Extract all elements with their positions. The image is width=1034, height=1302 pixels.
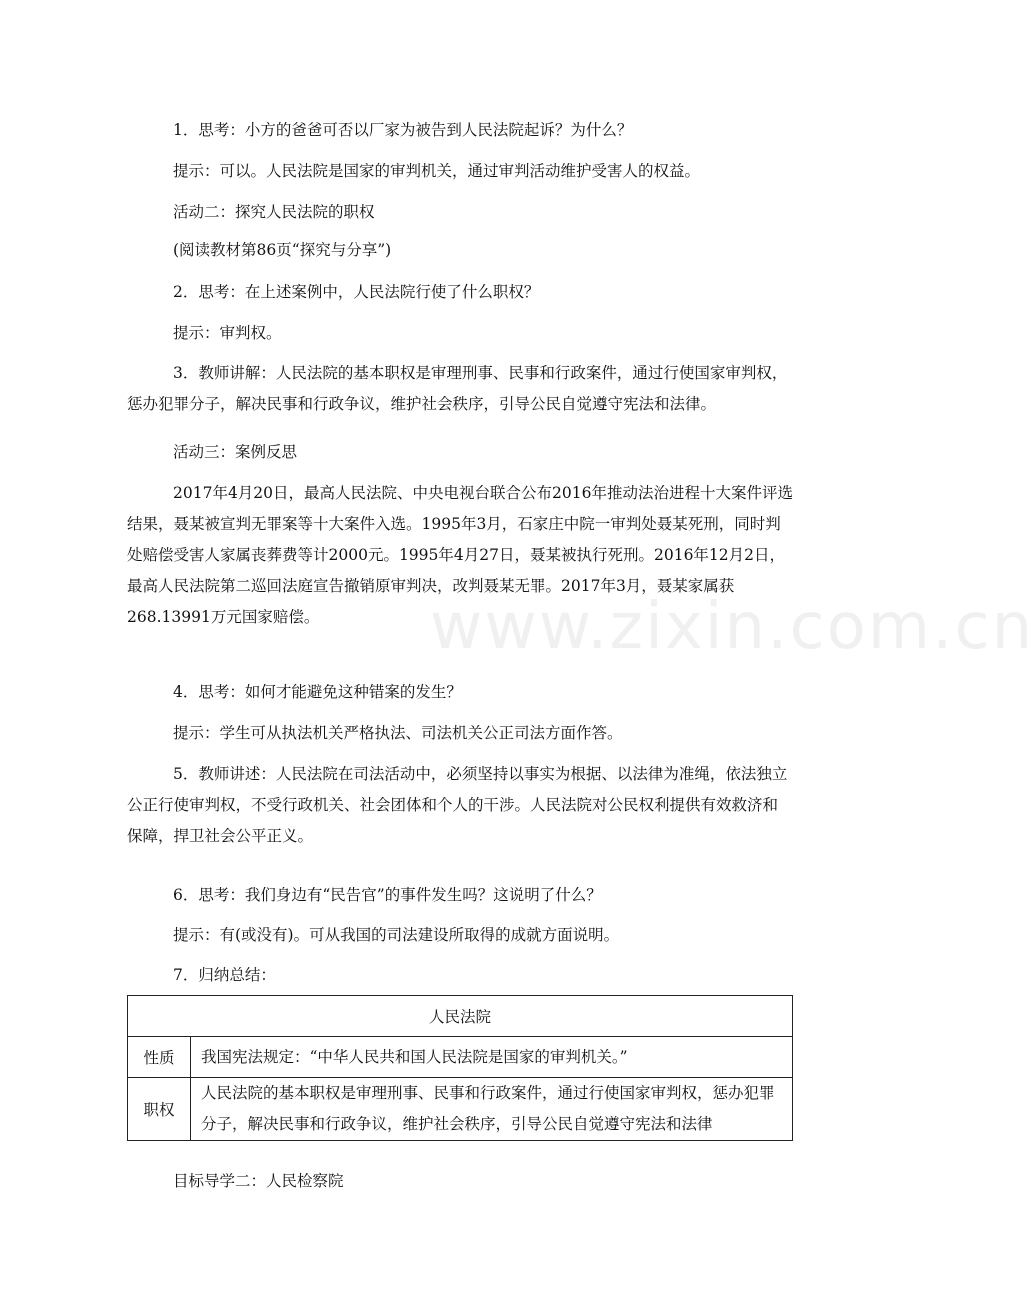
paragraph-reading-note: (阅读教材第86页“探究与分享”) xyxy=(173,241,392,259)
paragraph-question-4: 4．思考：如何才能避免这种错案的发生？ xyxy=(173,683,462,701)
paragraph-summary-heading: 7．归纳总结： xyxy=(173,966,276,984)
summary-table xyxy=(127,995,793,1141)
paragraph-case: 2017年4月20日，最高人民法院、中央电视台联合公布2016年推动法治进程十大案件评选结果，聂某被宣判无罪案等十大案件入选。1995年3月，石家庄中院一审判处聂某死刑，同时判处赔偿受害人家属丧葬费等计2000元。1995年4月27日，聂某被执行死刑。2016年12月2日，最高人民法院第二巡回法庭宣告撤销原审判决，改判聂某无罪。2017年3月，聂某家属获268.13991万元国家赔偿。 xyxy=(127,484,793,626)
section-heading: 目标导学二：人民检察院 xyxy=(173,1172,344,1190)
paragraph-hint-2: 提示：审判权。 xyxy=(173,324,282,342)
table-row xyxy=(128,1037,793,1078)
paragraph-teacher-explain: 3．教师讲解：人民法院的基本职权是审理刑事、民事和行政案件，通过行使国家审判权，惩办犯罪分子，解决民事和行政争议，维护社会秩序，引导公民自觉遵守宪法和法律。 xyxy=(127,364,788,413)
paragraph-question-2: 2．思考：在上述案例中，人民法院行使了什么职权？ xyxy=(173,283,540,301)
watermark: www.zixin.com.cn xyxy=(430,590,1034,664)
table-row-content: 人民法院的基本职权是审理刑事、民事和行政案件，通过行使国家审判权，惩办犯罪分子，解决民事和行政争议，维护社会秩序，引导公民自觉遵守宪法和法律 xyxy=(191,1078,793,1141)
paragraph-activity-2: 活动二：探究人民法院的职权 xyxy=(173,203,375,221)
table-row xyxy=(128,996,793,1037)
paragraph-activity-3: 活动三：案例反思 xyxy=(173,443,298,461)
paragraph-hint-4: 提示：学生可从执法机关严格执法、司法机关公正司法方面作答。 xyxy=(173,724,623,742)
paragraph-question-1: 1．思考：小方的爸爸可否以厂家为被告到人民法院起诉？为什么？ xyxy=(173,121,633,139)
paragraph-teacher-narrate: 5．教师讲述：人民法院在司法活动中，必须坚持以事实为根据、以法律为准绳，依法独立公正行使审判权，不受行政机关、社会团体和个人的干涉。人民法院对公民权利提供有效救济和保障，捍卫社会公平正义。 xyxy=(127,765,788,845)
paragraph-hint-6: 提示：有(或没有)。可从我国的司法建设所取得的成就方面说明。 xyxy=(173,926,620,944)
table-row-content: 我国宪法规定：“中华人民共和国人民法院是国家的审判机关。” xyxy=(191,1037,793,1078)
table-row xyxy=(128,1078,793,1141)
table-row-label: 性质 xyxy=(128,1037,191,1078)
paragraph-question-6: 6．思考：我们身边有“民告官”的事件发生吗？这说明了什么？ xyxy=(173,886,602,904)
table-row-label: 职权 xyxy=(128,1078,191,1141)
table-title: 人民法院 xyxy=(128,996,793,1037)
paragraph-hint-1: 提示：可以。人民法院是国家的审判机关，通过审判活动维护受害人的权益。 xyxy=(173,162,701,180)
